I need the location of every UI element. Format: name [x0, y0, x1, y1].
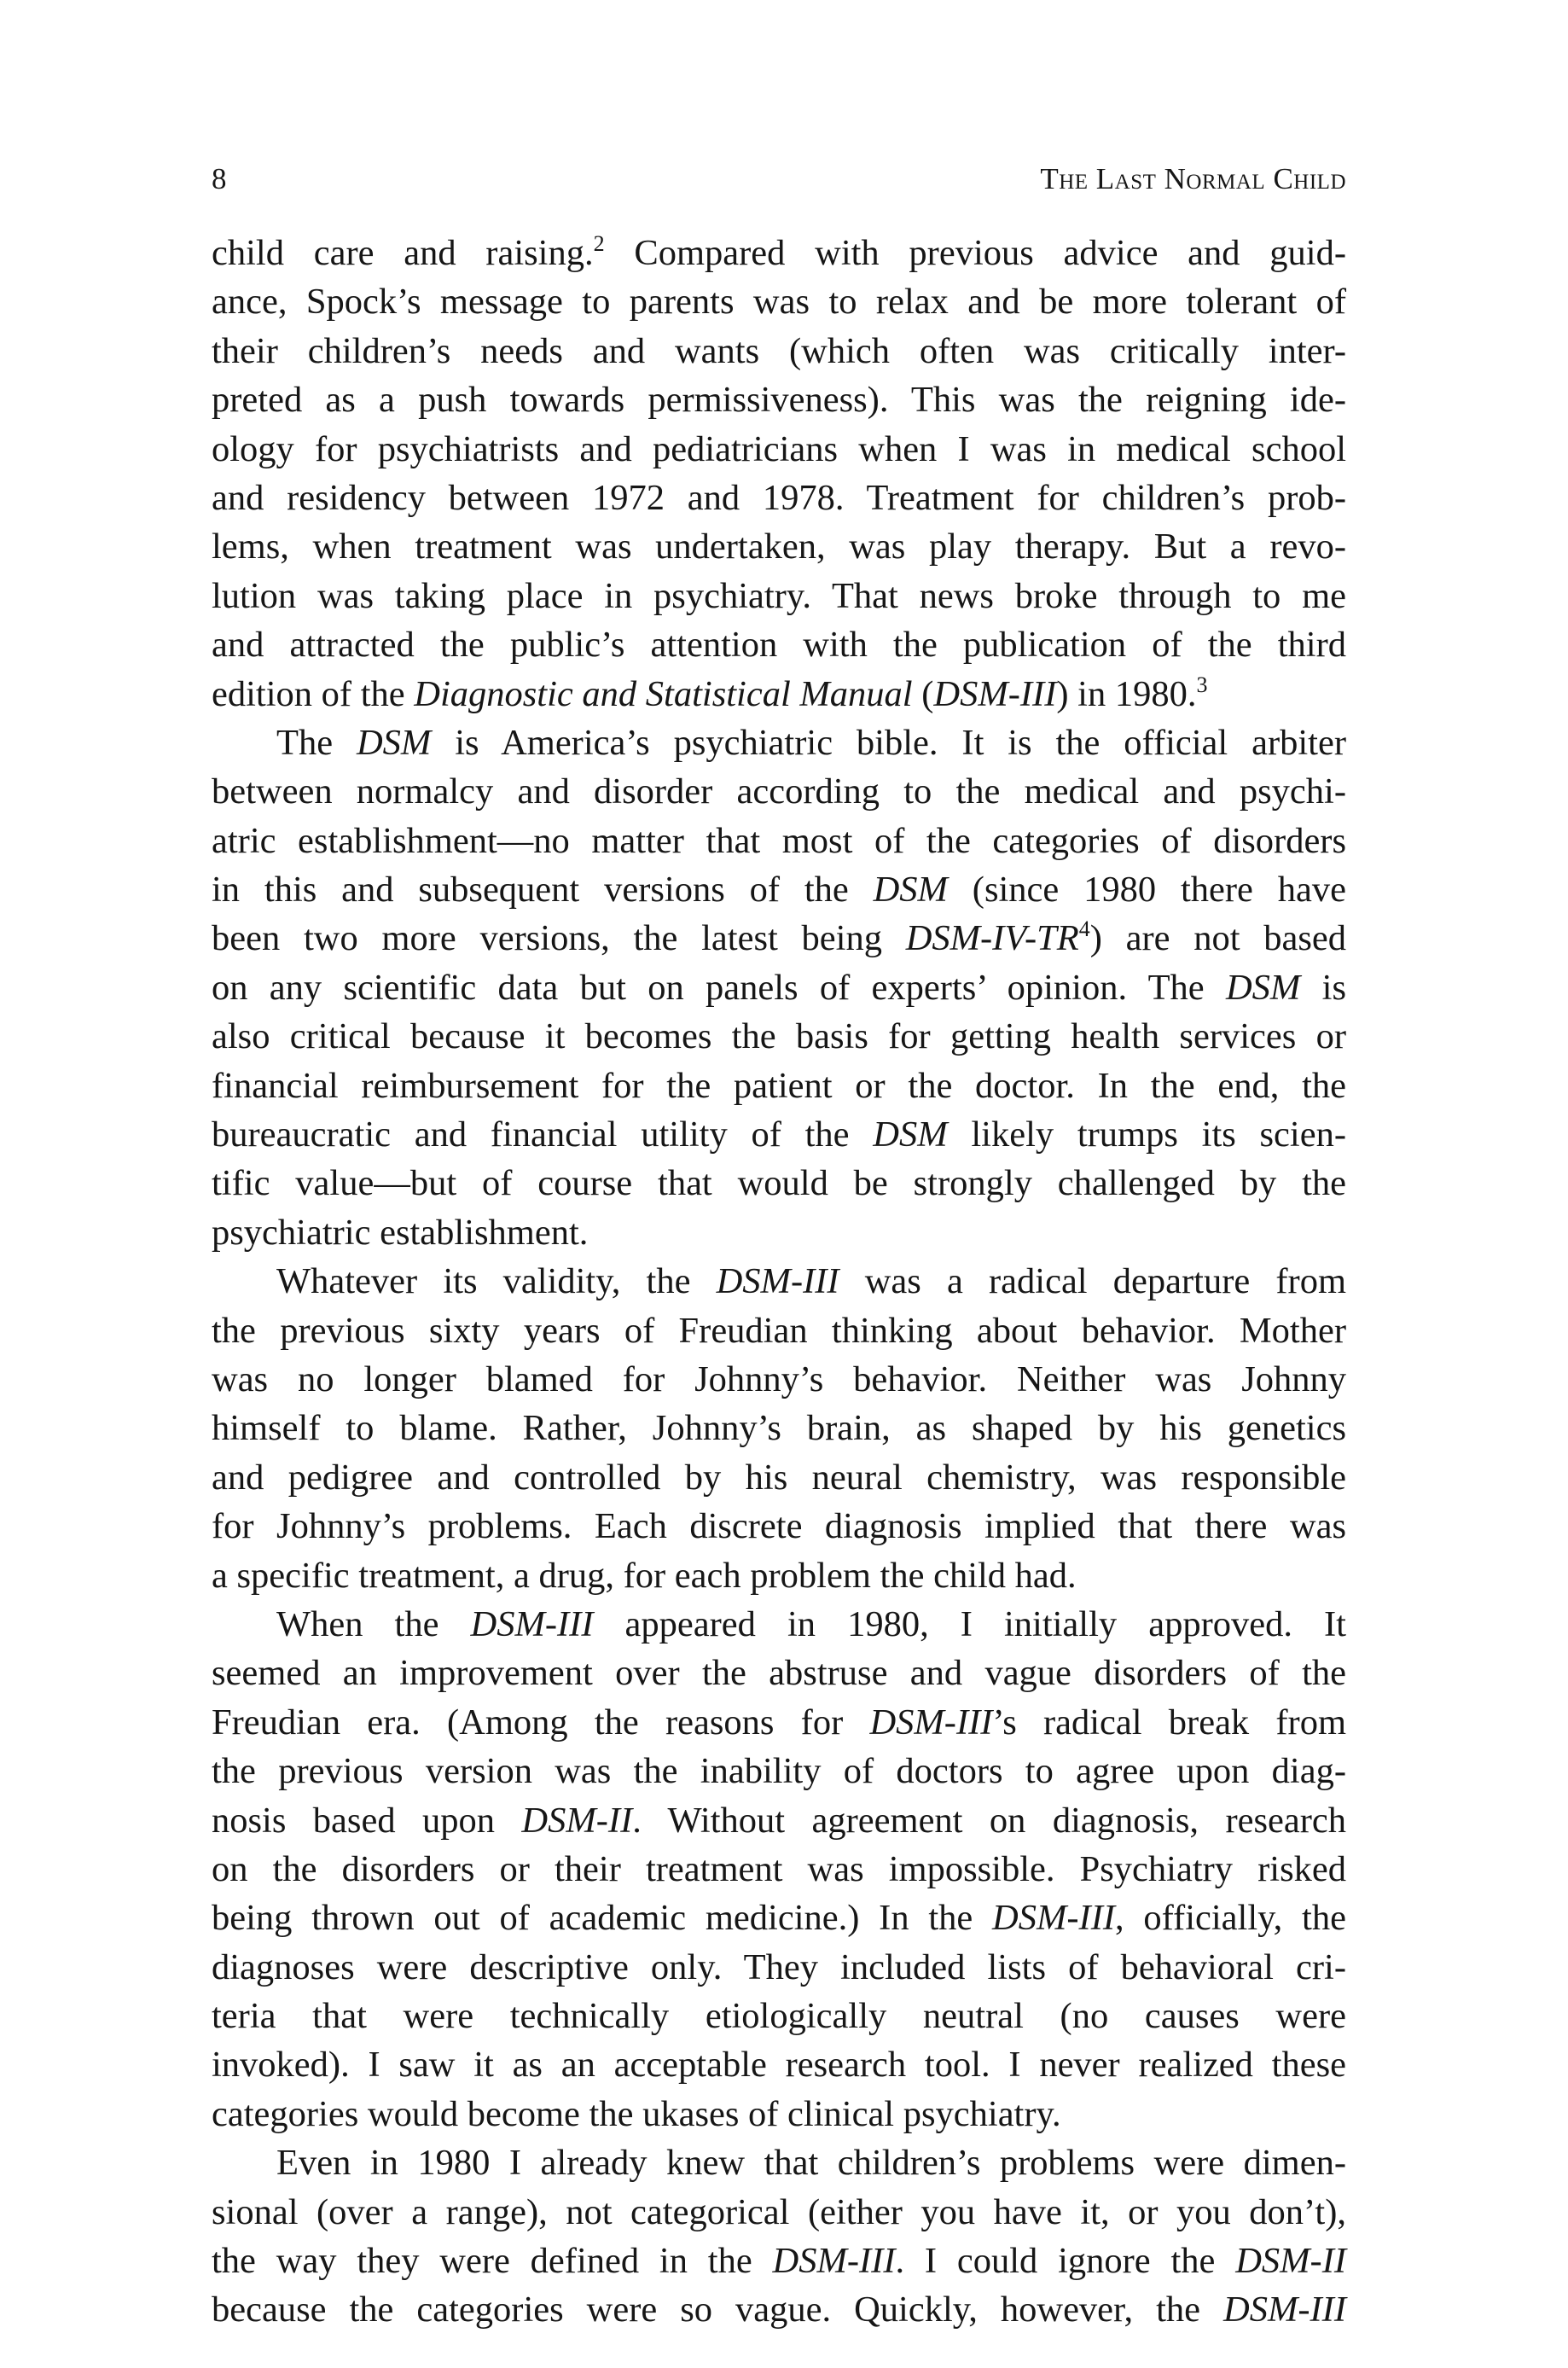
- text-line: lution was taking place in psychiatry. That news broke through to me: [212, 575, 1346, 616]
- footnote-marker: 3: [1196, 672, 1208, 697]
- text-line: child care and raising.$^2$ Compared with previous advice and guid-: [212, 231, 1346, 273]
- text-line: bureaucratic and financial utility of the DSM likely trumps its scien-: [212, 1114, 1346, 1155]
- text-line: The DSM is America’s psychiatric bible. It is the official arbiter: [276, 722, 1346, 763]
- text-line: invoked). I saw it as an acceptable research tool. I never realized these: [212, 2045, 1346, 2086]
- text-line: their children’s needs and wants (which often was critically inter-: [212, 330, 1346, 371]
- text-line: teria that were technically etiologically neutral (no causes were: [212, 1996, 1346, 2037]
- text-line: and residency between 1972 and 1978. Treatment for children’s prob-: [212, 477, 1346, 518]
- text-line: When the DSM-III appeared in 1980, I initially approved. It: [276, 1603, 1346, 1644]
- text-line: categories would become the ukases of clinical psychiatry.: [212, 2093, 1061, 2134]
- text-line: on any scientific data but on panels of experts’ opinion. The DSM is: [212, 967, 1346, 1008]
- text-line: seemed an improvement over the abstruse and vague disorders of the: [212, 1653, 1346, 1694]
- text-line: for Johnny’s problems. Each discrete diagnosis implied that there was: [212, 1506, 1346, 1547]
- footnote-marker: 4: [1078, 916, 1090, 942]
- text-line: nosis based upon DSM-II. Without agreement on diagnosis, research: [212, 1800, 1346, 1841]
- text-line: sional (over a range), not categorical (either you have it, or you don’t),: [212, 2191, 1346, 2232]
- text-line: was no longer blamed for Johnny’s behavior. Neither was Johnny: [212, 1359, 1346, 1399]
- text-line: ance, Spock’s message to parents was to relax and be more tolerant of: [212, 282, 1346, 323]
- text-line: also critical because it becomes the basis for getting health services or: [212, 1016, 1346, 1057]
- page-number: 8: [212, 162, 227, 195]
- text-line: diagnoses were descriptive only. They included lists of behavioral cri-: [212, 1946, 1346, 1987]
- text-line: between normalcy and disorder according to the medical and psychi-: [212, 771, 1346, 812]
- text-line: in this and subsequent versions of the DSM (since 1980 there have: [212, 870, 1346, 911]
- text-line: being thrown out of academic medicine.) In the DSM-III, officially, the: [212, 1898, 1346, 1939]
- text-line: psychiatric establishment.: [212, 1212, 589, 1253]
- text-line: on the disorders or their treatment was impossible. Psychiatry risked: [212, 1848, 1346, 1889]
- book-title: The Last Normal Child: [1040, 162, 1346, 195]
- text-line: financial reimbursement for the patient or the doctor. In the end, the: [212, 1065, 1346, 1106]
- text-line: and attracted the public’s attention with the publication of the third: [212, 625, 1346, 666]
- text-line: been two more versions, the latest being DSM-$IV-TR^4$) are not based: [212, 916, 1346, 959]
- text-line: ology for psychiatrists and pediatricians when I was in medical school: [212, 428, 1346, 469]
- text-line: Even in 1980 I already knew that children’s problems were dimen-: [276, 2143, 1346, 2184]
- body-text: [212, 229, 1346, 2335]
- footnote-marker: 2: [593, 231, 605, 256]
- text-line: because the categories were so vague. Quickly, however, the DSM-III: [212, 2289, 1346, 2330]
- text-line: atric establishment—no matter that most of the categories of disorders: [212, 820, 1346, 861]
- text-line: the previous version was the inability of doctors to agree upon diag-: [212, 1751, 1346, 1792]
- text-line: himself to blame. Rather, Johnny’s brain, as shaped by his genetics: [212, 1408, 1346, 1449]
- text-line: edition of the Diagnostic and Statistical Manual (DSM-III) in 1980.$^3$: [212, 672, 1208, 714]
- book-title-reference: Diagnostic and Statistical Manual: [414, 673, 913, 714]
- text-line: lems, when treatment was undertaken, was play therapy. But a revo-: [212, 527, 1346, 567]
- text-line: a specific treatment, a drug, for each problem the child had.: [212, 1555, 1077, 1596]
- text-line: and pedigree and controlled by his neural chemistry, was responsible: [212, 1457, 1346, 1498]
- text-line: preted as a push towards permissiveness). This was the reigning ide-: [212, 380, 1346, 421]
- text-line: Whatever its validity, the DSM-III was a radical departure from: [276, 1261, 1346, 1302]
- text-line: the previous sixty years of Freudian thinking about behavior. Mother: [212, 1310, 1346, 1351]
- running-head: [212, 158, 1346, 201]
- text-line: Freudian era. (Among the reasons for DSM-III’s radical break from: [212, 1702, 1347, 1743]
- text-line: tific value—but of course that would be strongly challenged by the: [212, 1163, 1346, 1204]
- text-line: the way they were defined in the DSM-III. I could ignore the DSM-II: [212, 2241, 1347, 2282]
